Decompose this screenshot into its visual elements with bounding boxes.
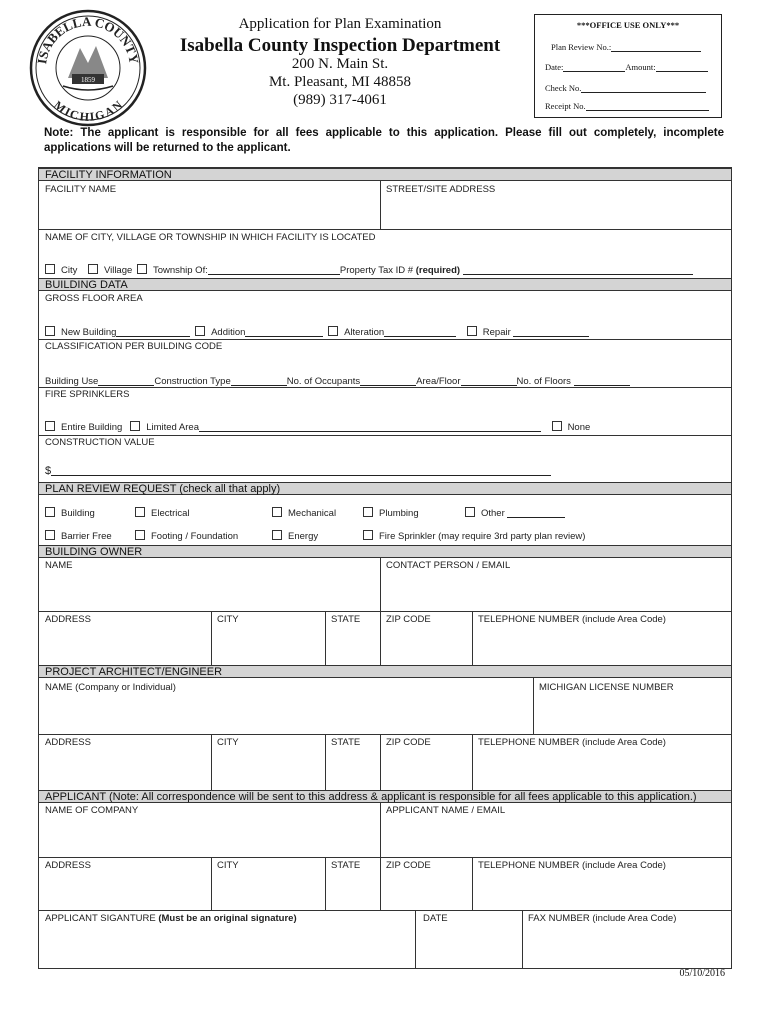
applicant-state-label: STATE — [331, 860, 361, 871]
facility-section-header: FACILITY INFORMATION — [39, 168, 731, 181]
none-checkbox[interactable] — [552, 421, 562, 431]
license-number-label: MICHIGAN LICENSE NUMBER — [539, 682, 674, 693]
check-number-field[interactable]: Check No. — [545, 83, 706, 93]
office-use-title: ***OFFICE USE ONLY*** — [576, 20, 680, 30]
address-line-1: 200 N. Main St. — [291, 56, 389, 72]
building-section-header: BUILDING DATA — [39, 278, 731, 291]
architect-name-label: NAME (Company or Individual) — [45, 682, 176, 693]
applicant-name-label: APPLICANT NAME / EMAIL — [386, 805, 506, 816]
address-line-2: Mt. Pleasant, MI 48858 — [268, 74, 412, 90]
owner-city-label: CITY — [217, 614, 239, 625]
county-seal — [28, 8, 148, 128]
svg-text:MICHIGAN: MICHIGAN — [51, 97, 126, 125]
receipt-number-field[interactable]: Receipt No. — [545, 101, 709, 111]
fax-number-label: FAX NUMBER (include Area Code) — [528, 913, 677, 924]
addition-checkbox[interactable] — [195, 326, 205, 336]
company-name-label: NAME OF COMPANY — [45, 805, 139, 816]
office-use-box — [534, 14, 722, 118]
plan-review-section-header: PLAN REVIEW REQUEST (check all that apply) — [39, 482, 731, 495]
building-review-checkbox[interactable] — [45, 507, 55, 517]
sprinkler-options[interactable]: Entire Building Limited Area None — [45, 421, 590, 433]
other-checkbox[interactable] — [465, 507, 475, 517]
applicant-city-label: CITY — [217, 860, 239, 871]
township-checkbox[interactable] — [137, 264, 147, 274]
owner-contact-label: CONTACT PERSON / EMAIL — [386, 560, 511, 571]
facility-name-input[interactable] — [39, 181, 380, 229]
applicant-address-label: ADDRESS — [45, 860, 91, 871]
village-checkbox[interactable] — [88, 264, 98, 274]
architect-state-label: STATE — [331, 737, 361, 748]
review-mechanical-option[interactable]: Mechanical — [272, 507, 336, 519]
architect-phone-label: TELEPHONE NUMBER (include Area Code) — [478, 737, 666, 748]
construction-value-field[interactable]: $ — [45, 465, 551, 477]
architect-section-header: PROJECT ARCHITECT/ENGINEER — [39, 665, 731, 678]
municipality-options[interactable]: City Village Township Of: Property Tax ID # (required) — [45, 264, 693, 276]
classification-fields[interactable]: Building Use Construction Type No. of Occupants Area/Floor No. of Floors — [45, 376, 630, 387]
applicant-phone-label: TELEPHONE NUMBER (include Area Code) — [478, 860, 666, 871]
architect-address-label: ADDRESS — [45, 737, 91, 748]
entire-building-checkbox[interactable] — [45, 421, 55, 431]
energy-checkbox[interactable] — [272, 530, 282, 540]
phone-number: (989) 317-4061 — [293, 92, 387, 108]
owner-state-label: STATE — [331, 614, 361, 625]
signature-date-label: DATE — [423, 913, 448, 924]
city-checkbox[interactable] — [45, 264, 55, 274]
applicant-zip-label: ZIP CODE — [386, 860, 431, 871]
street-address-input[interactable] — [381, 181, 731, 229]
review-energy-option[interactable]: Energy — [272, 530, 318, 542]
signature-input[interactable] — [39, 910, 415, 968]
form-title: Application for Plan Examination — [238, 16, 442, 32]
svg-text:ISABELLA COUNTY: ISABELLA COUNTY — [34, 13, 142, 66]
owner-section-header: BUILDING OWNER — [39, 545, 731, 558]
date-amount-field[interactable]: Date: Amount: — [545, 62, 708, 72]
fire-sprinklers-label: FIRE SPRINKLERS — [45, 389, 130, 400]
application-form — [38, 167, 732, 969]
footing-checkbox[interactable] — [135, 530, 145, 540]
applicant-section-header: APPLICANT (Note: All correspondence will be sent to this address & applicant is responsible for all fees applicable to this application.) — [39, 790, 731, 803]
mechanical-checkbox[interactable] — [272, 507, 282, 517]
alteration-checkbox[interactable] — [328, 326, 338, 336]
classification-label: CLASSIFICATION PER BUILDING CODE — [45, 341, 223, 352]
review-fire-option[interactable]: Fire Sprinkler (may require 3rd party plan review) — [363, 530, 585, 542]
barrier-free-checkbox[interactable] — [45, 530, 55, 540]
review-other-option[interactable]: Other — [465, 507, 565, 519]
new-building-checkbox[interactable] — [45, 326, 55, 336]
repair-checkbox[interactable] — [467, 326, 477, 336]
owner-name-label: NAME — [45, 560, 73, 571]
limited-area-checkbox[interactable] — [130, 421, 140, 431]
architect-city-label: CITY — [217, 737, 239, 748]
plumbing-checkbox[interactable] — [363, 507, 373, 517]
department-name: Isabella County Inspection Department — [179, 35, 501, 56]
form-revision-date: 05/10/2016 — [679, 968, 725, 979]
review-plumbing-option[interactable]: Plumbing — [363, 507, 419, 519]
plan-review-field[interactable]: Plan Review No.: — [551, 42, 701, 52]
signature-label: APPLICANT SIGANTURE (Must be an original signature) — [45, 913, 297, 924]
applicant-note: Note: The applicant is responsible for all fees applicable to this application. Please fill out completely, incomplete applications will be returned to the applicant. — [44, 127, 724, 154]
svg-text:1859: 1859 — [81, 76, 95, 84]
gross-floor-label: GROSS FLOOR AREA — [45, 293, 143, 304]
review-footing-option[interactable]: Footing / Foundation — [135, 530, 238, 542]
architect-zip-label: ZIP CODE — [386, 737, 431, 748]
facility-name-label: FACILITY NAME — [45, 184, 117, 195]
owner-address-label: ADDRESS — [45, 614, 91, 625]
electrical-checkbox[interactable] — [135, 507, 145, 517]
review-building-option[interactable]: Building — [45, 507, 95, 519]
fire-sprinkler-checkbox[interactable] — [363, 530, 373, 540]
project-type-options[interactable]: New Building Addition Alteration Repair — [45, 326, 589, 338]
review-barrier-option[interactable]: Barrier Free — [45, 530, 112, 542]
owner-zip-label: ZIP CODE — [386, 614, 431, 625]
owner-phone-label: TELEPHONE NUMBER (include Area Code) — [478, 614, 666, 625]
street-address-label: STREET/SITE ADDRESS — [386, 184, 496, 195]
construction-value-label: CONSTRUCTION VALUE — [45, 437, 155, 448]
review-electrical-option[interactable]: Electrical — [135, 507, 190, 519]
municipality-label: NAME OF CITY, VILLAGE OR TOWNSHIP IN WHICH FACILITY IS LOCATED — [45, 232, 376, 243]
